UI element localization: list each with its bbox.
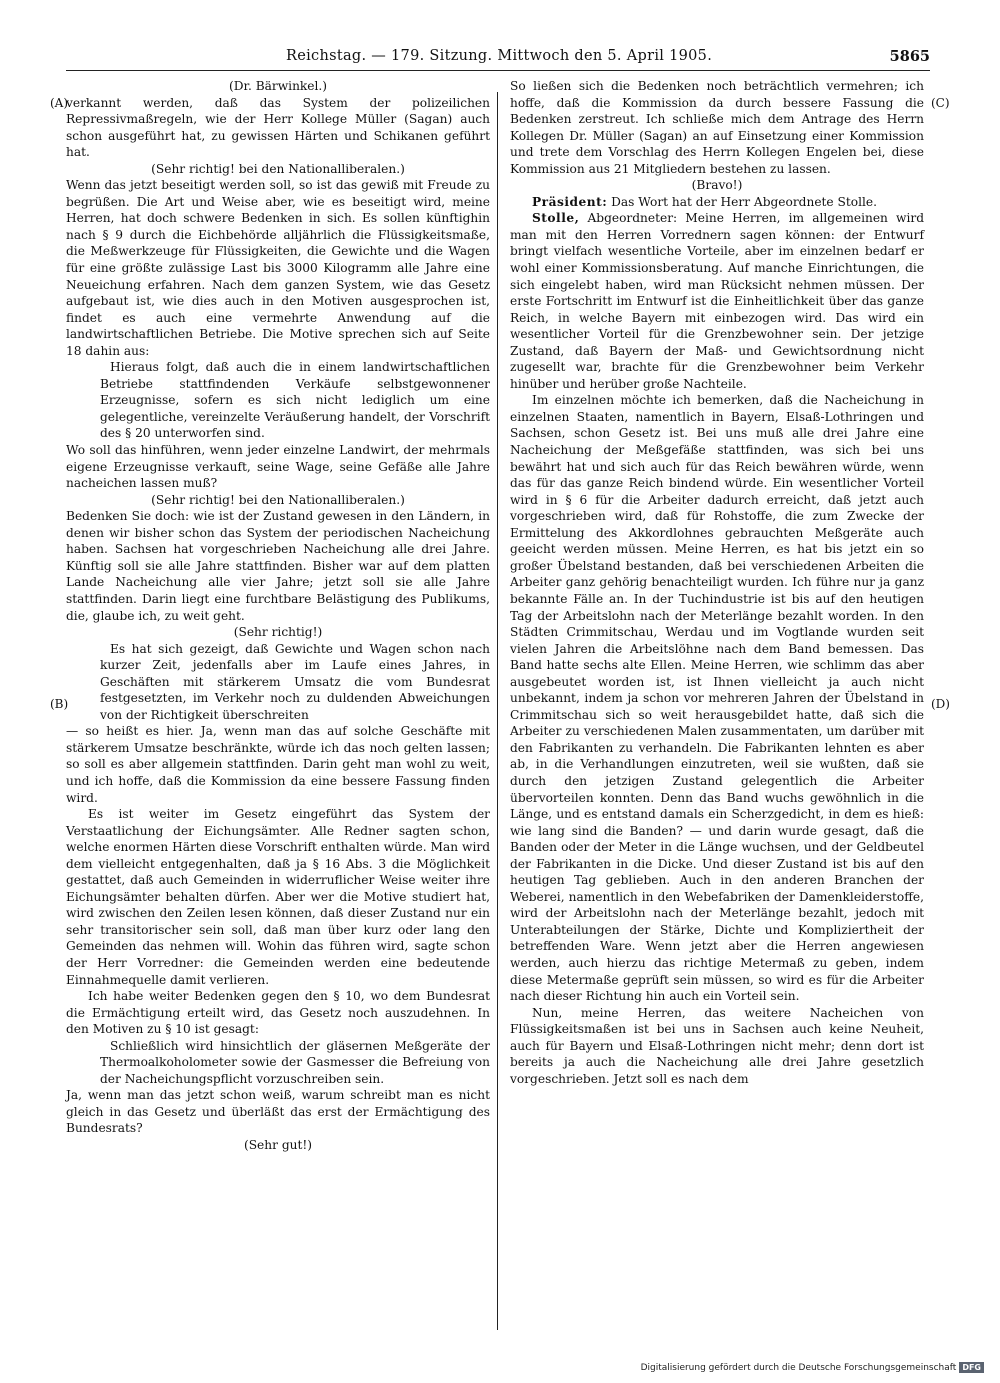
margin-mark-a: (A) [50,96,69,110]
paragraph [510,194,924,211]
paragraph [100,1038,490,1088]
paragraph-text: verkannt werden, daß das System der polizeilichen Repressivmaßregeln, wie der Herr Kollege Müller (Sagan) auch schon ausgeführt hat, zu gewissen Härten und Schikanen geführt hat. [66,95,490,160]
paragraph-text: Hieraus folgt, daß auch die in einem landwirtschaftlichen Betriebe stattfindenden Verkäufe selbstgewonnener Erzeugnisse, sofern es sich nicht lediglich um eine gelegentliche, vereinzelte Veräußerung handelt, der Vorschrift des § 20 unterworfen sind. [100,360,490,441]
header-rule [66,70,930,71]
speaker-name: Präsident: [532,194,608,209]
paragraph-text: Wenn das jetzt beseitigt werden soll, so ist das gewiß mit Freude zu begrüßen. Die Art und Weise aber, wie es beseitigt wird, meine Herren, hat doch schwere Bedenken in sich. Es sollen künftighin nach § 9 durch die Eichbehörde alljährlich die Flüssigkeitsmaße, die Meßwerkzeuge für Flüssigkeiten, die Gewichte und die Wagen für eine größte zulässige Last bis 3000 Kilogramm alle Jahre eine Neueichung erfahren. Nach dem ganzen System, wie das Gesetz aufgebaut ist, wie dies auch in den Motiven ausgesprochen ist, findet es auch eine vermehrte Anwendung auf die landwirtschaftlichen Betriebe. Die Motive sprechen sich auf Seite 18 dahin aus: [66,178,490,358]
paragraph [66,624,490,641]
left-column [66,78,490,1154]
paragraph [66,508,490,624]
paragraph [66,988,490,1038]
paragraph-text: (Bravo!) [691,178,743,193]
paragraph-text: Ja, wenn man das jetzt schon weiß, warum schreibt man es nicht gleich in das Gesetz und überläßt das erst der Ermächtigung des Bundesrats? [66,1088,490,1136]
margin-mark-c: (C) [931,96,950,110]
running-header [66,48,930,74]
header-title: Reichstag. — 179. Sitzung. Mittwoch den 5. April 1905. [286,48,713,64]
paragraph-text: So ließen sich die Bedenken noch beträchtlich vermehren; ich hoffe, daß die Kommission da durch bessere Fassung die Bedenken zerstreut. Ich schließe mich dem Antrage des Herrn Kollegen Dr. Müller (Sagan) an auf Einsetzung einer Kommission und trete dem Vorschlag des Herrn Kollegen Engelen bei, diese Kommission aus 21 Mitgliedern bestehen zu lassen. [510,79,924,176]
paragraph-text: Abgeordneter: Meine Herren, im allgemeinen wird man mit den Herren Vorrednern sagen können: der Entwurf bringt vielfach wesentliche Vorteile, aber im einzelnen bedarf er wohl einer Kommissionsberatung. Auf manche Einrichtungen, die sich eingelebt haben, wird man Rücksicht nehmen müssen. Der erste Fortschritt im Entwurf ist die Einheitlichkeit über das ganze Reich, in welche Bayern mit einbezogen wird. Das wird ein wesentlicher Vorteil für die Grenzbewohner sein. Der jetzige Zustand, daß Bayern der Maß- und Gewichtsordnung nicht zugesellt war, brachte für die Grenzbewohner beim Verkehr hinüber und herüber große Nachteile. [510,211,924,391]
paragraph [66,1087,490,1137]
paragraph-text: Es ist weiter im Gesetz eingeführt das System der Verstaatlichung der Eichungsämter. Alle Redner sagten schon, welche enormen Härten diese Vorschrift enthalten würde. Man wird dem vielleicht entgegenhalten, daß ja § 16 Abs. 3 die Möglichkeit gestattet, daß auch Gemeinden in widerruflicher Weise weiter ihre Eichungsämter behalten dürfen. Aber wer die Motive studiert hat, wird zwischen den Zeilen lesen können, daß dieser Zustand nur ein sehr transitorischer sein soll, daß man über kurz oder lang den Gemeinden das nehmen will. Wohin das führen wird, sagte schon der Herr Vorredner: die Gemeinden werden eine bedeutende Einnahmequelle damit verlieren. [66,807,490,987]
paragraph-text: Ich habe weiter Bedenken gegen den § 10, wo dem Bundesrat die Ermächtigung erteilt wird, das Gesetz noch auszudehnen. In den Motiven zu § 10 ist gesagt: [66,989,490,1037]
paragraph [66,161,490,178]
paragraph [510,177,924,194]
paragraph-text: Schließlich wird hinsichtlich der gläsernen Meßgeräte der Thermoalkoholometer sowie der Gasmesser die Befreiung von der Nacheichungspflicht vorzuschreiben sein. [100,1038,490,1086]
footer-credit [641,1362,984,1373]
paragraph-text: (Dr. Bärwinkel.) [228,79,328,93]
paragraph-text: Es hat sich gezeigt, daß Gewichte und Wagen schon nach kurzer Zeit, jedenfalls aber im Laufe eines Jahres, in Geschäften mit stärkerem Umsatz die vom Bundesrat festgesetzten, im Verkehr noch zu duldenden Abweichungen von der Richtigkeit überschreiten [100,641,490,722]
margin-mark-d: (D) [931,697,950,711]
margin-mark-b: (B) [50,697,69,711]
column-divider [497,92,498,1330]
paragraph [66,492,490,509]
right-column [510,78,924,1087]
paragraph-text: (Sehr richtig!) [233,625,323,640]
paragraph [510,1005,924,1088]
paragraph-text: Im einzelnen möchte ich bemerken, daß die Nacheichung in einzelnen Staaten, namentlich in Bayern, Elsaß-Lothringen und Sachsen, schon Gesetz ist. Bei uns muß alle drei Jahre eine Nacheichung der Meßgefäße stattfinden, was sich bei uns bewährt hat und sich auch für das Reich bewähren würde, wenn das für das ganze Reich bindend würde. Ein wesentlicher Vorteil wird in § 6 für die Arbeiter dadurch erreicht, daß jetzt auch vorgeschrieben wird, daß für Rohstoffe, die zum Zwecke der Ermittelung des Akkordlohnes gebrauchten Meßgeräte auch geeicht werden müssen. Meine Herren, es hat bis jetzt ein so großer Übelstand bestanden, daß bei verschiedenen Arbeiten die Arbeiter ganz gehörig benachteiligt wurden. Ich führe nur ja ganz bekannte Fälle an. In der Tuchindustrie ist bis auf den heutigen Tag der Arbeitslohn nach der Meterlänge bezahlt worden. In den Städten Crimmitschau, Werdau und im Vogtlande wurden seit vielen Jahren die Arbeitslöhne nach dem Band bemessen. Das Band hatte sechs alte Ellen. Meine Herren, wie schlimm das aber ausgebeutet worden ist, ist Ihnen vielleicht ja auch nicht unbekannt, indem ja schon vor mehreren Jahren der Übelstand in Crimmitschau sich so weit herausgebildet hatte, daß sich die Arbeiter zu verschiedenen Malen zusammentaten, um darüber mit den Fabrikanten zu verhandeln. Die Fabrikanten lehnten es aber ab, in die Verhandlungen einzutreten, weil sie wußten, daß sie durch den jetzigen Zustand gelegentlich die Arbeiter übervorteilen konnten. Denn das Band wuchs gewöhnlich in die Länge, und es entstand damals ein Scherzgedicht, in dem es hieß: wie lang sind die Banden? — und darin wurde gesagt, daß die Banden oder der Meter in die Länge wuchsen, und der Geldbeutel der Fabrikanten in die Dicke. Und dieser Zustand ist bis auf den heutigen Tag geblieben. Auch in den anderen Branchen der Weberei, namentlich in den Webefabriken der Damenkleiderstoffe, wird der Arbeitslohn nach der Meterlänge bezahlt, jedoch mit Unterabteilungen der Stärke, Dichte und Kompliziertheit der betreffenden Ware. Wenn jetzt aber die Herren angewiesen werden, auch hierzu das richtige Metermaß zu geben, indem diese Metermaße geprüft sein müssen, so wird es für die Arbeiter nach dieser Richtung hin auch ein Vorteil sein. [510,393,924,1004]
footer-text: Digitalisierung gefördert durch die Deutsche Forschungsgemeinschaft [640,1363,957,1373]
paragraph-text: (Sehr gut!) [243,1138,313,1152]
paragraph [100,359,490,442]
paragraph [66,723,490,806]
paragraph [66,177,490,359]
paragraph [100,641,490,724]
paragraph [66,1137,490,1154]
paragraph-text: Bedenken Sie doch: wie ist der Zustand gewesen in den Ländern, in denen wir bisher schon das System der periodischen Nacheichung haben. Sachsen hat vorgeschrieben Nacheichung alle drei Jahre. Künftig soll sie alle Jahre stattfinden. Bisher war auf dem platten Lande Nacheichung alle vier Jahre; jetzt soll sie alle Jahre stattfinden. Darin liegt eine furchtbare Belästigung des Publikums, die, glaube ich, zu weit geht. [66,509,490,623]
paragraph [66,806,490,988]
paragraph [510,78,924,177]
paragraph-text: Das Wort hat der Herr Abgeordnete Stolle. [607,194,877,209]
paragraph-text: — so heißt es hier. Ja, wenn man das auf solche Geschäfte mit stärkerem Umsatze beschränkte, würde ich das noch gelten lassen; so soll es aber allgemein stattfinden. Darin geht man wohl zu weit, und ich hoffe, daß die Kommission da eine bessere Fassung finden wird. [66,724,490,805]
paragraph-text: (Sehr richtig! bei den Nationalliberalen.) [151,492,405,507]
speaker-name: Stolle, [532,211,580,226]
paragraph [510,392,924,1004]
paragraph-text: Wo soll das hinführen, wenn jeder einzelne Landwirt, der mehrmals eigene Erzeugnisse verkauft, seine Wage, seine Gefäße alle Jahre nacheichen lassen muß? [66,443,490,491]
paragraph-text: (Sehr richtig! bei den Nationalliberalen.) [151,161,405,176]
paragraph [510,210,924,392]
dfg-logo: DFG [959,1362,984,1373]
paragraph-text: Nun, meine Herren, das weitere Nacheichen von Flüssigkeitsmaßen ist bei uns in Sachsen auch keine Neuheit, auch für Bayern und Elsaß-Lothringen nicht mehr; denn dort ist bereits ja auch die Nacheichung alle drei Jahre gesetzlich vorgeschrieben. Jetzt soll es nach dem [510,1005,924,1086]
page-number: 5865 [889,48,930,65]
paragraph [66,78,490,95]
paragraph [66,442,490,492]
paragraph [66,95,490,161]
